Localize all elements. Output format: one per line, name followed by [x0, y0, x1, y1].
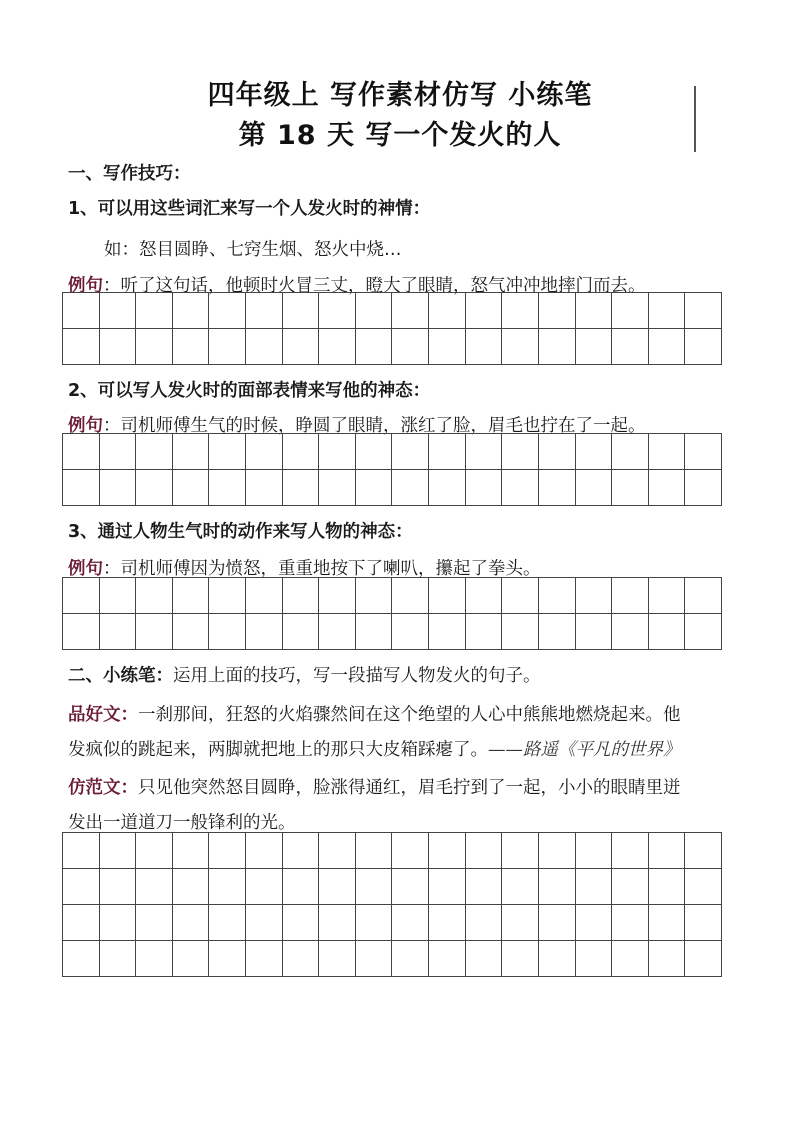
grid-cell[interactable]	[209, 293, 246, 329]
grid-cell[interactable]	[502, 941, 539, 977]
margin-divider	[694, 86, 696, 152]
grid-cell[interactable]	[576, 869, 613, 905]
grid-cell[interactable]	[685, 614, 722, 650]
grid-cell[interactable]	[356, 833, 393, 869]
grid-cell[interactable]	[63, 434, 100, 470]
model-text-line1	[68, 774, 681, 799]
example-text: ：司机师傅生气的时候，睁圆了眼睛，涨红了脸，眉毛也拧在了一起。	[103, 416, 646, 436]
grid-cell[interactable]	[392, 614, 429, 650]
model-text-body: 只见他突然怒目圆睁，脸涨得通红，眉毛拧到了一起，小小的眼睛里迸	[138, 778, 681, 798]
grid-cell[interactable]	[392, 869, 429, 905]
grid-cell[interactable]	[283, 869, 320, 905]
grid-cell[interactable]	[612, 470, 649, 506]
grid-cell[interactable]	[612, 833, 649, 869]
grid-cell[interactable]	[283, 329, 320, 365]
writing-grid-4[interactable]	[62, 832, 722, 977]
section2-instruction: 运用上面的技巧，写一段描写人物发火的句子。	[173, 666, 541, 686]
grid-cell[interactable]	[649, 293, 686, 329]
grid-cell[interactable]	[466, 941, 503, 977]
grid-cell[interactable]	[612, 614, 649, 650]
grid-cell[interactable]	[173, 578, 210, 614]
grid-cell[interactable]	[136, 434, 173, 470]
grid-cell[interactable]	[576, 941, 613, 977]
grid-cell[interactable]	[100, 578, 137, 614]
grid-cell[interactable]	[649, 833, 686, 869]
grid-cell[interactable]	[502, 833, 539, 869]
grid-cell[interactable]	[392, 833, 429, 869]
grid-cell[interactable]	[649, 869, 686, 905]
grid-cell[interactable]	[539, 905, 576, 941]
grid-cell[interactable]	[685, 941, 722, 977]
grid-cell[interactable]	[63, 833, 100, 869]
grid-cell[interactable]	[502, 578, 539, 614]
section1-heading: 一、写作技巧：	[68, 164, 191, 184]
grid-cell[interactable]	[319, 833, 356, 869]
grid-cell[interactable]	[63, 614, 100, 650]
example-text: ：听了这句话，他顿时火冒三丈，瞪大了眼睛，怒气冲冲地摔门而去。	[103, 276, 646, 296]
good-text-body: 一刹那间，狂怒的火焰骤然间在这个绝望的人心中熊熊地燃烧起来。他	[138, 705, 681, 725]
grid-cell[interactable]	[576, 434, 613, 470]
tip3-heading: 3、通过人物生气时的动作来写人物的神态：	[68, 522, 413, 542]
tip1-examples: 如：怒目圆睁、七窍生烟、怒火中烧…	[104, 240, 402, 260]
grid-cell[interactable]	[576, 329, 613, 365]
writing-grid-1[interactable]	[62, 292, 722, 365]
grid-cell[interactable]	[319, 905, 356, 941]
grid-cell[interactable]	[539, 614, 576, 650]
grid-cell[interactable]	[649, 905, 686, 941]
model-text-line2: 发出一道道刀一般锋利的光。	[68, 813, 296, 833]
grid-cell[interactable]	[173, 329, 210, 365]
grid-cell[interactable]	[429, 329, 466, 365]
grid-cell[interactable]	[283, 434, 320, 470]
example-text: ：司机师傅因为愤怒，重重地按下了喇叭，攥起了拳头。	[103, 559, 541, 579]
grid-cell[interactable]	[136, 329, 173, 365]
grid-cell[interactable]	[246, 578, 283, 614]
grid-cell[interactable]	[502, 614, 539, 650]
grid-cell[interactable]	[136, 470, 173, 506]
grid-cell[interactable]	[502, 869, 539, 905]
grid-cell[interactable]	[319, 869, 356, 905]
grid-cell[interactable]	[392, 329, 429, 365]
grid-cell[interactable]	[649, 941, 686, 977]
grid-cell[interactable]	[649, 434, 686, 470]
section2-intro	[68, 662, 541, 687]
grid-cell[interactable]	[429, 905, 466, 941]
grid-cell[interactable]	[429, 470, 466, 506]
grid-cell[interactable]	[539, 833, 576, 869]
grid-cell[interactable]	[392, 941, 429, 977]
page-subtitle: 第 18 天 写一个发火的人	[238, 120, 562, 151]
grid-cell[interactable]	[100, 941, 137, 977]
grid-cell[interactable]	[392, 434, 429, 470]
grid-cell[interactable]	[209, 905, 246, 941]
grid-cell[interactable]	[173, 293, 210, 329]
grid-cell[interactable]	[466, 614, 503, 650]
grid-cell[interactable]	[576, 293, 613, 329]
example-label: 例句	[68, 559, 103, 579]
grid-cell[interactable]	[319, 578, 356, 614]
example-label: 例句	[68, 416, 103, 436]
grid-cell[interactable]	[173, 941, 210, 977]
grid-cell[interactable]	[63, 329, 100, 365]
grid-cell[interactable]	[392, 578, 429, 614]
grid-cell[interactable]	[100, 293, 137, 329]
page-title: 四年级上 写作素材仿写 小练笔	[207, 80, 593, 111]
grid-cell[interactable]	[576, 905, 613, 941]
good-text-body-cont: 发疯似的跳起来，两脚就把地上的那只大皮箱踩瘪了。	[68, 740, 488, 760]
good-text-label: 品好文：	[68, 705, 138, 725]
grid-cell[interactable]	[429, 614, 466, 650]
example-label: 例句	[68, 276, 103, 296]
grid-cell[interactable]	[685, 470, 722, 506]
grid-cell[interactable]	[319, 614, 356, 650]
writing-grid-3[interactable]	[62, 577, 722, 650]
tip2-heading: 2、可以写人发火时的面部表情来写他的神态：	[68, 381, 431, 401]
grid-cell[interactable]	[429, 434, 466, 470]
grid-cell[interactable]	[356, 941, 393, 977]
grid-cell[interactable]	[319, 293, 356, 329]
grid-cell[interactable]	[283, 293, 320, 329]
grid-cell[interactable]	[685, 905, 722, 941]
grid-cell[interactable]	[63, 578, 100, 614]
grid-cell[interactable]	[429, 293, 466, 329]
grid-cell[interactable]	[100, 833, 137, 869]
grid-cell[interactable]	[356, 470, 393, 506]
grid-cell[interactable]	[392, 470, 429, 506]
grid-cell[interactable]	[685, 833, 722, 869]
grid-cell[interactable]	[539, 470, 576, 506]
grid-cell[interactable]	[539, 329, 576, 365]
grid-cell[interactable]	[429, 578, 466, 614]
grid-cell[interactable]	[136, 614, 173, 650]
grid-cell[interactable]	[612, 869, 649, 905]
good-text-line2	[68, 736, 681, 761]
grid-cell[interactable]	[685, 329, 722, 365]
grid-cell[interactable]	[466, 293, 503, 329]
grid-cell[interactable]	[685, 434, 722, 470]
grid-cell[interactable]	[63, 470, 100, 506]
grid-cell[interactable]	[136, 833, 173, 869]
grid-cell[interactable]	[173, 869, 210, 905]
grid-cell[interactable]	[319, 941, 356, 977]
grid-cell[interactable]	[429, 869, 466, 905]
grid-cell[interactable]	[466, 329, 503, 365]
grid-cell[interactable]	[612, 293, 649, 329]
grid-cell[interactable]	[356, 578, 393, 614]
grid-cell[interactable]	[356, 905, 393, 941]
grid-cell[interactable]	[100, 329, 137, 365]
grid-cell[interactable]	[612, 941, 649, 977]
grid-cell[interactable]	[319, 434, 356, 470]
grid-cell[interactable]	[356, 869, 393, 905]
grid-cell[interactable]	[209, 833, 246, 869]
grid-cell[interactable]	[246, 329, 283, 365]
grid-cell[interactable]	[283, 941, 320, 977]
grid-cell[interactable]	[136, 578, 173, 614]
grid-cell[interactable]	[209, 329, 246, 365]
grid-cell[interactable]	[649, 329, 686, 365]
grid-cell[interactable]	[612, 905, 649, 941]
grid-cell[interactable]	[685, 578, 722, 614]
grid-cell[interactable]	[136, 905, 173, 941]
grid-cell[interactable]	[539, 293, 576, 329]
grid-cell[interactable]	[539, 869, 576, 905]
good-text-line1	[68, 701, 681, 726]
grid-cell[interactable]	[502, 434, 539, 470]
grid-cell[interactable]	[429, 941, 466, 977]
grid-cell[interactable]	[539, 434, 576, 470]
grid-cell[interactable]	[63, 941, 100, 977]
grid-cell[interactable]	[173, 833, 210, 869]
grid-cell[interactable]	[209, 941, 246, 977]
grid-cell[interactable]	[63, 869, 100, 905]
grid-cell[interactable]	[283, 833, 320, 869]
grid-cell[interactable]	[283, 470, 320, 506]
grid-cell[interactable]	[576, 470, 613, 506]
grid-cell[interactable]	[136, 293, 173, 329]
grid-cell[interactable]	[100, 470, 137, 506]
grid-cell[interactable]	[649, 614, 686, 650]
grid-cell[interactable]	[246, 470, 283, 506]
grid-cell[interactable]	[173, 905, 210, 941]
grid-cell[interactable]	[246, 614, 283, 650]
writing-grid-2[interactable]	[62, 433, 722, 506]
grid-cell[interactable]	[612, 578, 649, 614]
grid-cell[interactable]	[319, 470, 356, 506]
grid-cell[interactable]	[246, 869, 283, 905]
grid-cell[interactable]	[100, 905, 137, 941]
grid-cell[interactable]	[246, 941, 283, 977]
grid-cell[interactable]	[612, 329, 649, 365]
tip1-heading: 1、可以用这些词汇来写一个人发火时的神情：	[68, 199, 431, 219]
grid-cell[interactable]	[649, 470, 686, 506]
grid-cell[interactable]	[466, 869, 503, 905]
citation: ——路遥《平凡的世界》	[488, 740, 681, 760]
grid-cell[interactable]	[392, 905, 429, 941]
grid-cell[interactable]	[649, 578, 686, 614]
grid-cell[interactable]	[576, 614, 613, 650]
grid-cell[interactable]	[100, 869, 137, 905]
grid-cell[interactable]	[502, 905, 539, 941]
grid-cell[interactable]	[392, 293, 429, 329]
grid-cell[interactable]	[502, 293, 539, 329]
grid-cell[interactable]	[356, 329, 393, 365]
grid-cell[interactable]	[246, 434, 283, 470]
grid-cell[interactable]	[136, 941, 173, 977]
grid-cell[interactable]	[466, 470, 503, 506]
grid-cell[interactable]	[209, 434, 246, 470]
grid-cell[interactable]	[539, 941, 576, 977]
grid-cell[interactable]	[466, 905, 503, 941]
grid-cell[interactable]	[356, 434, 393, 470]
grid-cell[interactable]	[209, 869, 246, 905]
grid-cell[interactable]	[283, 614, 320, 650]
grid-cell[interactable]	[466, 833, 503, 869]
grid-cell[interactable]	[136, 869, 173, 905]
grid-cell[interactable]	[209, 578, 246, 614]
grid-cell[interactable]	[246, 905, 283, 941]
grid-cell[interactable]	[612, 434, 649, 470]
grid-cell[interactable]	[502, 329, 539, 365]
grid-cell[interactable]	[502, 470, 539, 506]
grid-cell[interactable]	[246, 833, 283, 869]
model-text-label: 仿范文：	[68, 778, 138, 798]
grid-cell[interactable]	[319, 329, 356, 365]
grid-cell[interactable]	[283, 905, 320, 941]
grid-cell[interactable]	[173, 470, 210, 506]
grid-cell[interactable]	[100, 614, 137, 650]
grid-cell[interactable]	[429, 833, 466, 869]
grid-cell[interactable]	[576, 578, 613, 614]
grid-cell[interactable]	[246, 293, 283, 329]
grid-cell[interactable]	[63, 905, 100, 941]
grid-cell[interactable]	[209, 470, 246, 506]
grid-cell[interactable]	[209, 614, 246, 650]
grid-cell[interactable]	[576, 833, 613, 869]
grid-cell[interactable]	[466, 434, 503, 470]
section2-heading: 二、小练笔：	[68, 666, 173, 686]
grid-cell[interactable]	[356, 614, 393, 650]
grid-cell[interactable]	[173, 614, 210, 650]
grid-cell[interactable]	[685, 293, 722, 329]
grid-cell[interactable]	[356, 293, 393, 329]
grid-cell[interactable]	[466, 578, 503, 614]
grid-cell[interactable]	[100, 434, 137, 470]
grid-cell[interactable]	[283, 578, 320, 614]
grid-cell[interactable]	[685, 869, 722, 905]
grid-cell[interactable]	[63, 293, 100, 329]
grid-cell[interactable]	[539, 578, 576, 614]
grid-cell[interactable]	[173, 434, 210, 470]
